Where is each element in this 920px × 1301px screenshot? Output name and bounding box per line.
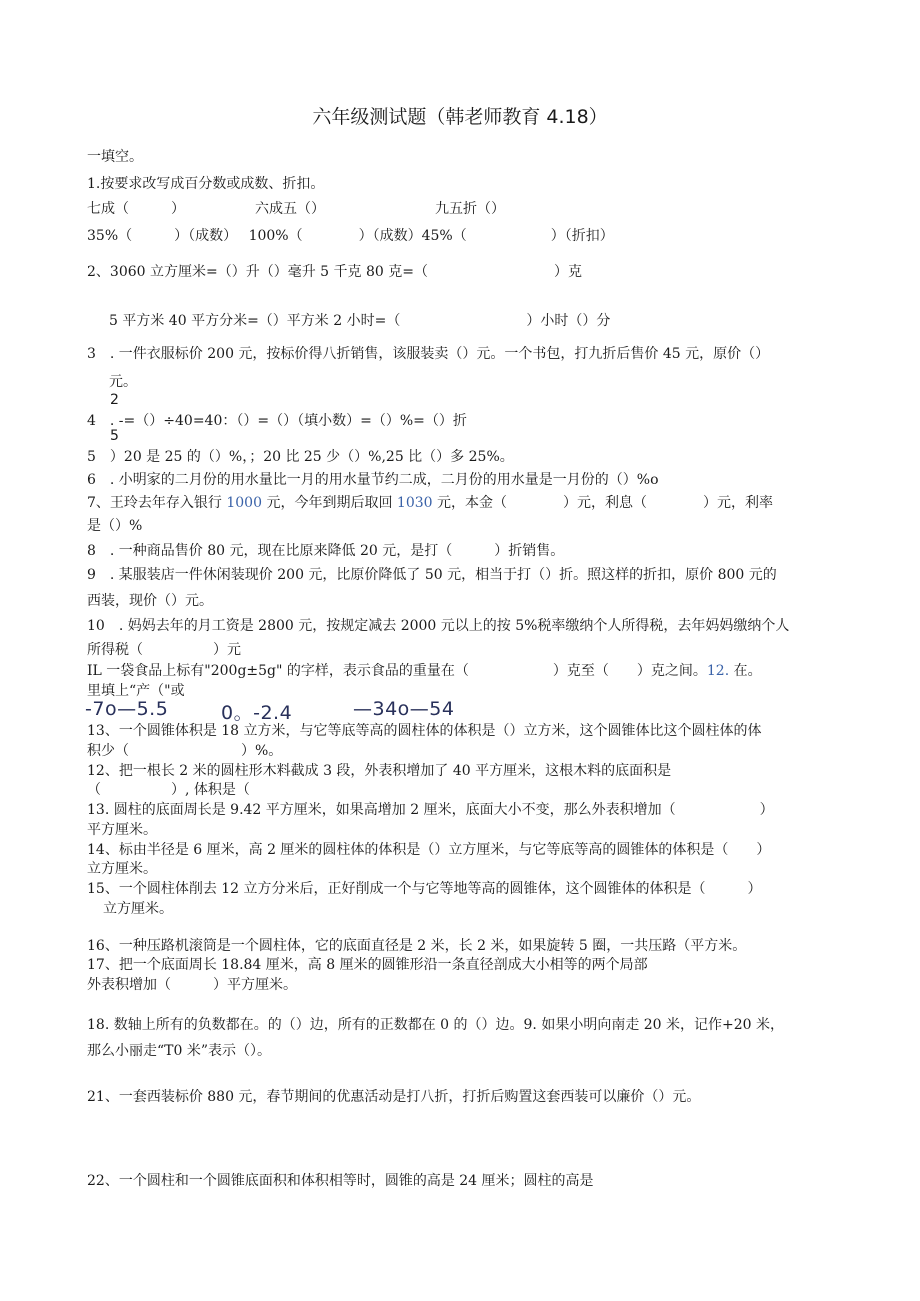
q12-text: 在。 — [729, 663, 762, 679]
question-22: 22、一个圆柱和一个圆锥底面积和体积相等时，圆锥的高是 24 厘米；圆柱的高是 — [87, 1173, 594, 1189]
question-12b-line-2: （ ）, 体积是（ — [87, 782, 250, 798]
question-12b: 12、把一根长 2 米的圆柱形木料截成 3 段，外表积增加了 40 平方厘米，这根木料的底面积是 — [87, 763, 672, 779]
question-1-item-b: 六成五（） — [255, 201, 325, 217]
q11-text: IL 一袋食品上标有"200g±5g" 的字样，表示食品的重量在（ ）克至（ ）克之间。 — [87, 663, 707, 679]
question-18-line-2: 那么小丽走“T0 米”表示（）。 — [87, 1043, 272, 1059]
question-1: 1.按要求改写成百分数或成数、折扣。 — [87, 176, 325, 192]
question-10: 10 . 妈妈去年的月工资是 2800 元，按规定减去 2000 元以上的按 5%税率缴纳个人所得税，去年妈妈缴纳个人 — [87, 618, 790, 634]
section-heading: 一填空。 — [87, 149, 143, 165]
fraction-denominator: 5 — [110, 428, 119, 444]
question-16: 16、一种压路机滚筒是一个圆柱体，它的底面直径是 2 米，长 2 米，如果旋转 5 圈，一共压路（平方米。 — [87, 938, 747, 954]
question-1-item-c: 九五折（） — [435, 201, 505, 217]
q7-amount-withdraw: 1030 — [396, 495, 433, 511]
question-1-item-a: 七成（ ） — [87, 201, 185, 217]
question-5: 5 ）20 是 25 的（）%，；20 比 25 少（）%,25 比（）多 25%。 — [87, 449, 514, 465]
question-2: 2、3060 立方厘米=（）升（）毫升 5 千克 80 克=（ ）克 — [87, 264, 582, 280]
question-6: 6 . 小明家的二月份的用水量比一月的用水量节约二成，二月份的用水量是一月份的（）%o — [87, 472, 659, 488]
question-7-line-2: 是（）% — [87, 518, 143, 534]
q7-part-1: 7、王玲去年存入银行 — [87, 495, 227, 511]
question-14: 14、标由半径是 6 厘米，高 2 厘米的圆柱体的体积是（）立方厘米，与它等底等高的圆锥体的体积是（ ） — [87, 842, 771, 858]
question-21: 21、一套西装标价 880 元，春节期间的优惠活动是打八折，打折后购置这套西装可以廉价（）元。 — [87, 1089, 701, 1105]
question-1-row-2: 35%（ ）（成数） 100%（ ）（成数）45%（ ）（折扣） — [87, 228, 614, 244]
question-8: 8 . 一种商品售价 80 元，现在比原来降低 20 元，是打（ ）折销售。 — [87, 543, 565, 559]
question-13b-line-2: 平方厘米。 — [87, 822, 157, 838]
question-15: 15、一个圆柱体削去 12 立方分米后，正好削成一个与它等地等高的圆锥体，这个圆锥体的体积是（ ） — [87, 881, 762, 897]
q7-part-3: 元，本金（ ）元，利息（ ）元，利率 — [432, 495, 773, 511]
question-9: 9 . 某服装店一件休闲装现价 200 元，比原价降低了 50 元，相当于打（）折。照这样的折扣，原价 800 元的 — [87, 567, 777, 583]
question-7 — [87, 494, 773, 512]
q7-part-2: 元，今年到期后取回 — [262, 495, 397, 511]
question-10-line-2: 所得税（ ）元 — [87, 642, 241, 658]
question-2-line-2: 5 平方米 40 平方分米=（）平方米 2 小时=（ ）小时（）分 — [109, 313, 611, 329]
question-12-line-2: 里填上“产（"或 — [87, 683, 185, 699]
question-14-line-2: 立方厘米。 — [87, 861, 157, 877]
question-17-line-2: 外表积增加（ ）平方厘米。 — [87, 977, 297, 993]
question-18: 18. 数轴上所有的负数都在。的（）边，所有的正数都在 0 的（）边。9. 如果小明向南走 20 米，记作+20 米， — [87, 1017, 785, 1033]
question-13-line-2: 积少（ ）%。 — [87, 743, 283, 759]
question-13b: 13. 圆柱的底面周长是 9.42 平方厘米，如果高增加 2 厘米，底面大小不变，那么外表积增加（ ） — [87, 802, 774, 818]
question-3: 3 . 一件衣服标价 200 元，按标价得八折销售，该服装卖（）元。一个书包，打九折后售价 45 元，原价（） — [87, 346, 770, 362]
compare-item-3: —34o—54 — [353, 698, 455, 720]
page-title: 六年级测试题（韩老师教育 4.18） — [312, 106, 608, 128]
question-4: 4 . -=（）÷40=40：（）=（）（填小数）=（）%=（）折 — [87, 413, 467, 429]
q12-number: 12. — [706, 663, 730, 679]
compare-item-2: 0。-2.4 — [221, 702, 293, 724]
question-13: 13、一个圆锥体积是 18 立方米，与它等底等高的圆柱体的体积是（）立方米，这个圆锥体比这个圆柱体的体 — [87, 723, 762, 739]
question-15-line-2: 立方厘米。 — [103, 901, 173, 917]
q7-amount-deposit: 1000 — [226, 495, 262, 511]
question-11 — [87, 662, 762, 680]
question-17: 17、把一个底面周长 18.84 厘米，高 8 厘米的圆锥形沿一条直径剖成大小相等的两个局部 — [87, 957, 648, 973]
compare-item-1: -7o—5.5 — [85, 698, 169, 720]
question-3-line-2: 元。 — [109, 374, 137, 390]
question-9-line-2: 西装，现价（）元。 — [87, 593, 213, 609]
fraction-numerator: 2 — [110, 392, 119, 408]
